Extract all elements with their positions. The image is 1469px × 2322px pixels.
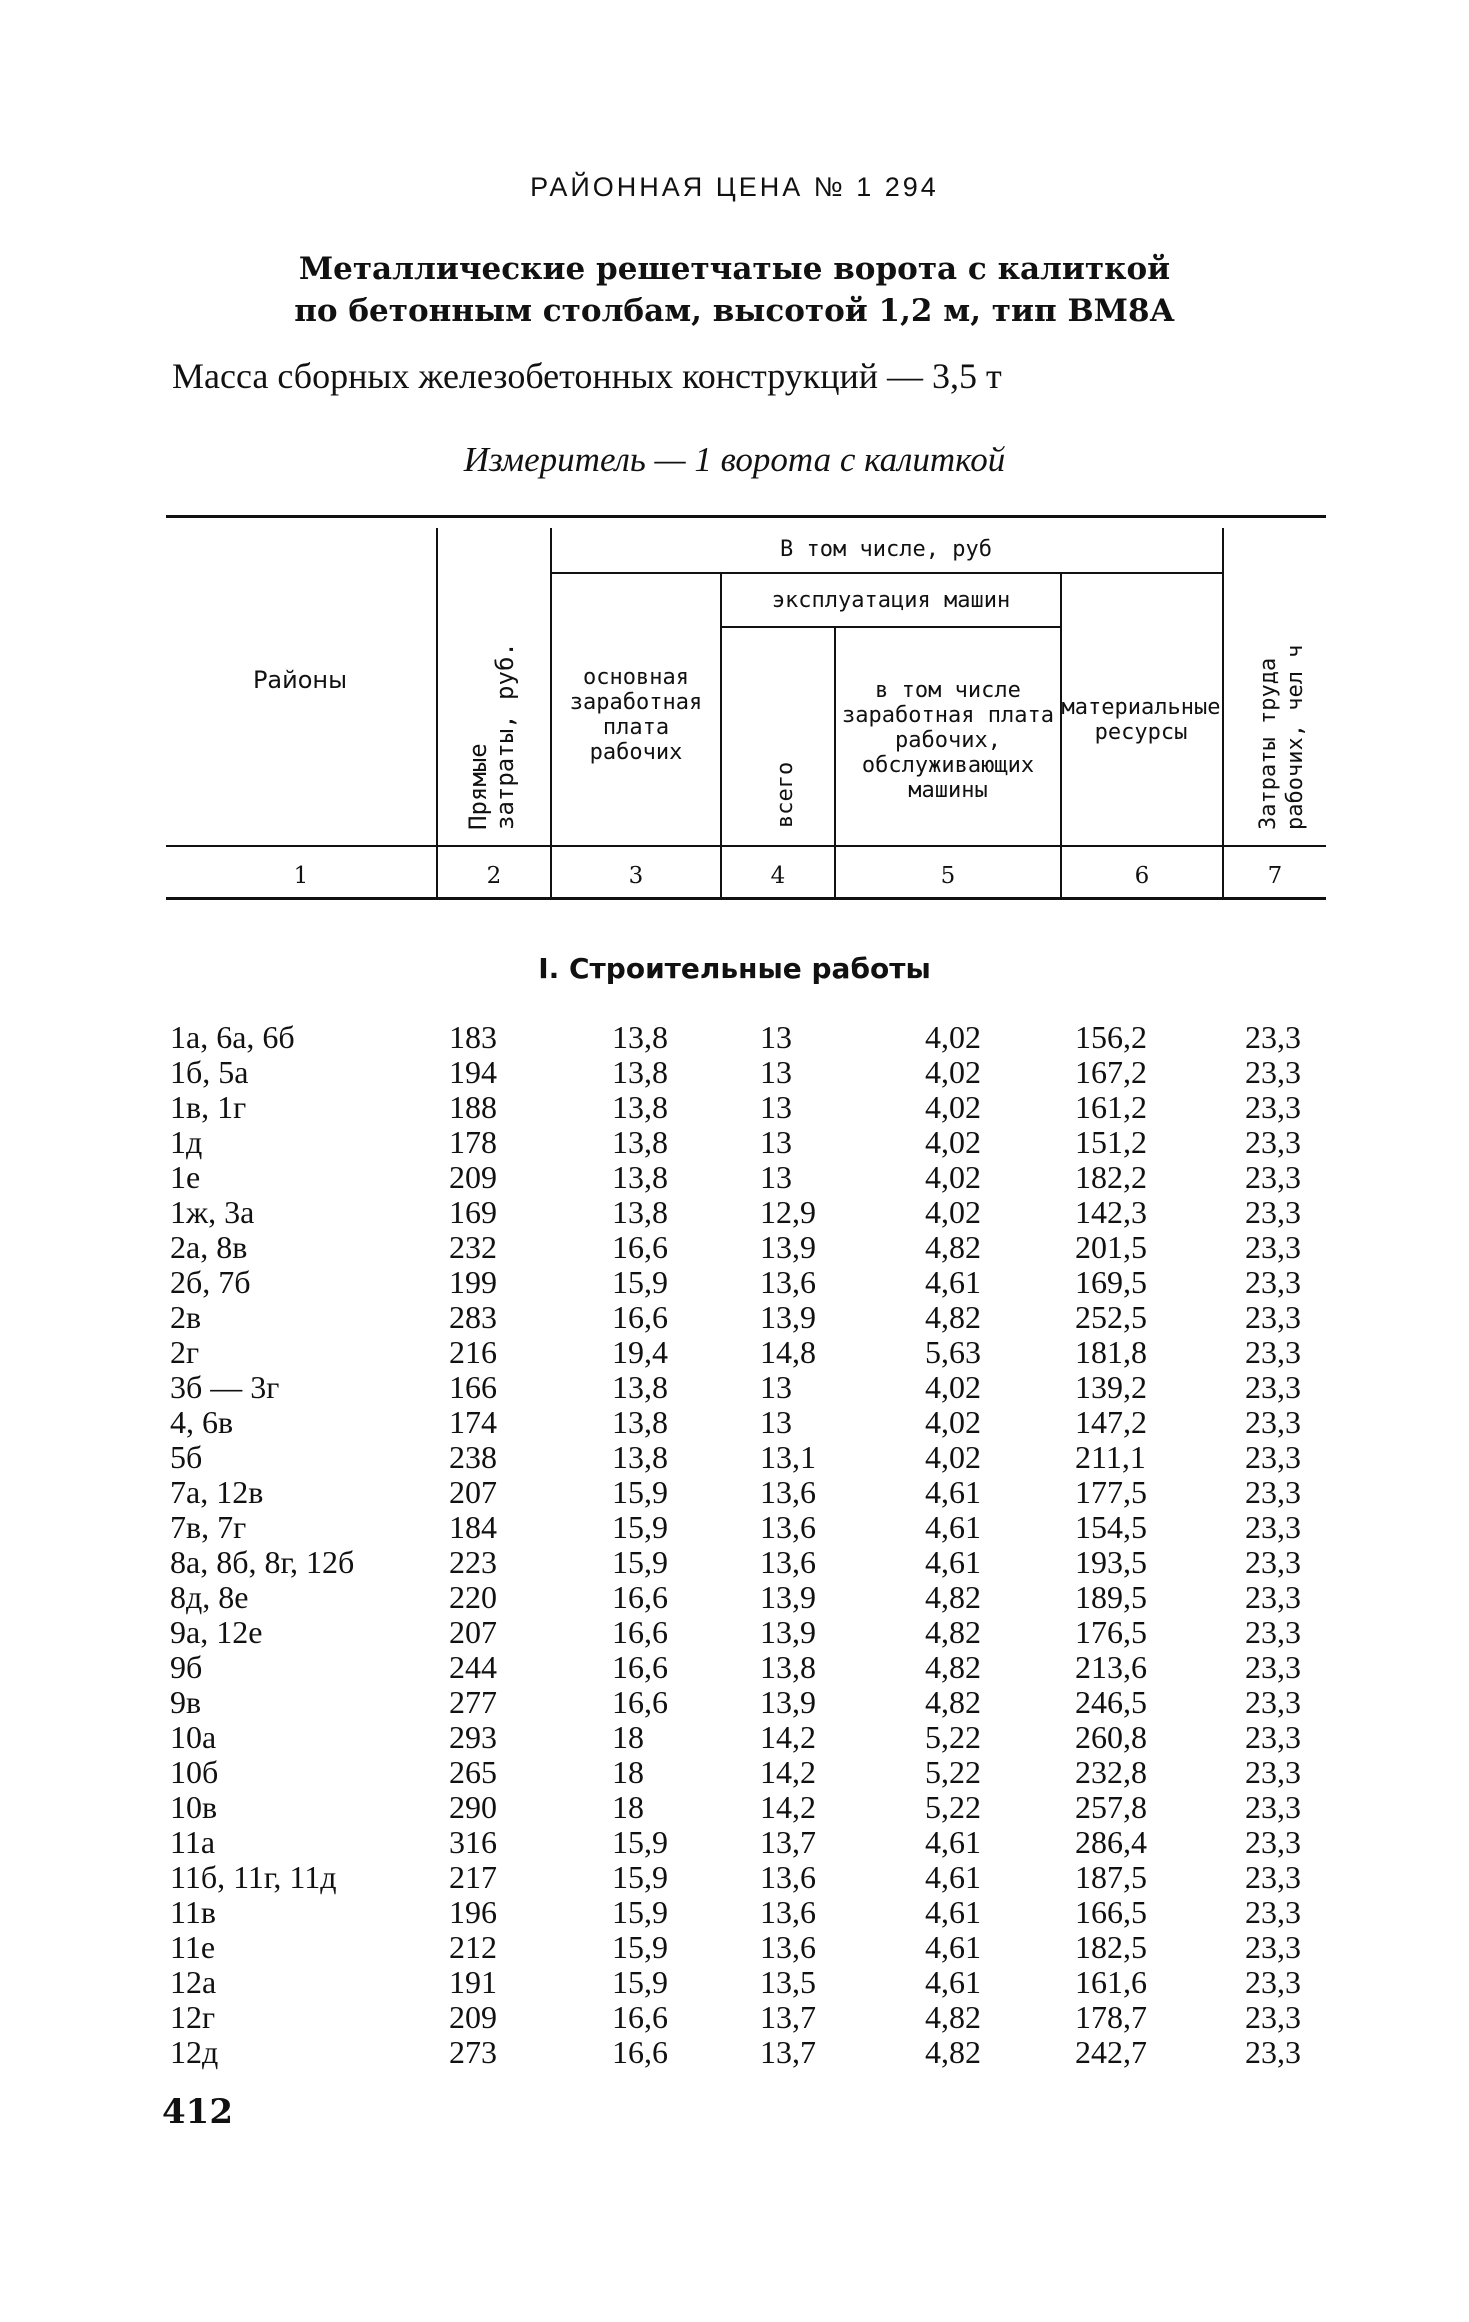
machine-wage-cell: 4,61 xyxy=(925,1824,981,1860)
region-cell: 5б xyxy=(170,1439,203,1475)
col-number-6: 6 xyxy=(1134,863,1150,889)
region-cell: 2б, 7б xyxy=(170,1264,251,1300)
materials-cell: 161,6 xyxy=(1075,1964,1147,2000)
labor-cell: 23,3 xyxy=(1245,1474,1301,1510)
machine-wage-cell: 4,02 xyxy=(925,1369,981,1405)
labor-cell: 23,3 xyxy=(1245,1264,1301,1300)
region-cell: 1д xyxy=(170,1124,203,1160)
vline-6 xyxy=(1222,528,1224,900)
machine-wage-cell: 4,61 xyxy=(925,1264,981,1300)
direct-costs-cell: 166 xyxy=(449,1369,497,1405)
direct-costs-cell: 232 xyxy=(449,1229,497,1265)
region-cell: 2а, 8в xyxy=(170,1229,248,1265)
region-cell: 12д xyxy=(170,2034,219,2070)
table-row xyxy=(0,1895,1469,1930)
machine-wage-cell: 5,22 xyxy=(925,1789,981,1825)
table-row xyxy=(0,1580,1469,1615)
wage-cell: 19,4 xyxy=(612,1334,668,1370)
table-row xyxy=(0,1020,1469,1055)
direct-costs-cell: 207 xyxy=(449,1614,497,1650)
region-cell: 8д, 8е xyxy=(170,1579,249,1615)
materials-cell: 201,5 xyxy=(1075,1229,1147,1265)
direct-costs-cell: 283 xyxy=(449,1299,497,1335)
header-machines-total: всего xyxy=(773,761,798,828)
region-cell: 2г xyxy=(170,1334,200,1370)
direct-costs-cell: 244 xyxy=(449,1649,497,1685)
direct-costs-cell: 199 xyxy=(449,1264,497,1300)
table-row xyxy=(0,1510,1469,1545)
labor-cell: 23,3 xyxy=(1245,1719,1301,1755)
wage-cell: 18 xyxy=(612,1719,644,1755)
table-row xyxy=(0,1755,1469,1790)
labor-cell: 23,3 xyxy=(1245,1054,1301,1090)
wage-cell: 13,8 xyxy=(612,1089,668,1125)
col-number-4: 4 xyxy=(770,863,786,889)
wage-cell: 13,8 xyxy=(612,1159,668,1195)
table-row xyxy=(0,1930,1469,1965)
machine-wage-cell: 4,82 xyxy=(925,1299,981,1335)
header-machine-wage: в том числе заработная плата рабочих, обслуживающих машины xyxy=(842,677,1054,803)
labor-cell: 23,3 xyxy=(1245,1824,1301,1860)
wage-cell: 15,9 xyxy=(612,1474,668,1510)
machine-wage-cell: 4,61 xyxy=(925,1929,981,1965)
machines-total-cell: 13,8 xyxy=(760,1649,816,1685)
machine-wage-cell: 5,22 xyxy=(925,1719,981,1755)
machines-total-cell: 13,6 xyxy=(760,1264,816,1300)
section-title: I. Строительные работы xyxy=(538,952,931,985)
table-row xyxy=(0,1055,1469,1090)
table-row xyxy=(0,1300,1469,1335)
machines-total-cell: 13 xyxy=(760,1054,792,1090)
region-cell: 12г xyxy=(170,1999,216,2035)
region-cell: 3б — 3г xyxy=(170,1369,280,1405)
materials-cell: 169,5 xyxy=(1075,1264,1147,1300)
machines-total-cell: 13,6 xyxy=(760,1544,816,1580)
machines-total-cell: 13,5 xyxy=(760,1964,816,2000)
machine-wage-cell: 4,02 xyxy=(925,1159,981,1195)
labor-cell: 23,3 xyxy=(1245,1194,1301,1230)
region-cell: 9б xyxy=(170,1649,203,1685)
direct-costs-cell: 293 xyxy=(449,1719,497,1755)
table-row xyxy=(0,1545,1469,1580)
labor-cell: 23,3 xyxy=(1245,1089,1301,1125)
labor-cell: 23,3 xyxy=(1245,1229,1301,1265)
materials-cell: 161,2 xyxy=(1075,1089,1147,1125)
machines-total-cell: 13,6 xyxy=(760,1509,816,1545)
materials-cell: 257,8 xyxy=(1075,1789,1147,1825)
table-row xyxy=(0,1160,1469,1195)
wage-cell: 13,8 xyxy=(612,1439,668,1475)
materials-cell: 246,5 xyxy=(1075,1684,1147,1720)
materials-cell: 176,5 xyxy=(1075,1614,1147,1650)
table-row xyxy=(0,1090,1469,1125)
wage-cell: 13,8 xyxy=(612,1404,668,1440)
direct-costs-cell: 188 xyxy=(449,1089,497,1125)
machines-total-cell: 13,9 xyxy=(760,1229,816,1265)
region-cell: 12а xyxy=(170,1964,217,2000)
machines-total-cell: 14,8 xyxy=(760,1334,816,1370)
direct-costs-cell: 290 xyxy=(449,1789,497,1825)
materials-cell: 167,2 xyxy=(1075,1054,1147,1090)
direct-costs-cell: 209 xyxy=(449,1159,497,1195)
table-row xyxy=(0,1965,1469,2000)
machines-total-cell: 13,7 xyxy=(760,1999,816,2035)
region-cell: 10в xyxy=(170,1789,218,1825)
wage-cell: 13,8 xyxy=(612,1054,668,1090)
col-number-1: 1 xyxy=(293,863,309,889)
table-row xyxy=(0,1440,1469,1475)
direct-costs-cell: 316 xyxy=(449,1824,497,1860)
wage-cell: 15,9 xyxy=(612,1859,668,1895)
machine-wage-cell: 4,02 xyxy=(925,1194,981,1230)
materials-cell: 154,5 xyxy=(1075,1509,1147,1545)
table-row xyxy=(0,1195,1469,1230)
region-cell: 11б, 11г, 11д xyxy=(170,1859,337,1895)
mass-note: Масса сборных железобетонных конструкций — 3,5 т xyxy=(172,356,1002,396)
labor-cell: 23,3 xyxy=(1245,1754,1301,1790)
labor-cell: 23,3 xyxy=(1245,1159,1301,1195)
direct-costs-cell: 220 xyxy=(449,1579,497,1615)
wage-cell: 16,6 xyxy=(612,1649,668,1685)
labor-cell: 23,3 xyxy=(1245,1124,1301,1160)
table-row xyxy=(0,1475,1469,1510)
header-machines: эксплуатация машин xyxy=(771,587,1011,613)
region-cell: 11е xyxy=(170,1929,216,1965)
materials-cell: 147,2 xyxy=(1075,1404,1147,1440)
direct-costs-cell: 194 xyxy=(449,1054,497,1090)
materials-cell: 156,2 xyxy=(1075,1019,1147,1055)
labor-cell: 23,3 xyxy=(1245,1439,1301,1475)
header-under-machines-rule xyxy=(722,626,1060,628)
table-row xyxy=(0,1825,1469,1860)
header-under-including-rule xyxy=(550,572,1222,574)
direct-costs-cell: 273 xyxy=(449,2034,497,2070)
materials-cell: 232,8 xyxy=(1075,1754,1147,1790)
direct-costs-cell: 277 xyxy=(449,1684,497,1720)
document-subtitle xyxy=(0,248,1469,332)
header-including: В том числе, руб xyxy=(780,536,992,562)
materials-cell: 142,3 xyxy=(1075,1194,1147,1230)
labor-cell: 23,3 xyxy=(1245,2034,1301,2070)
direct-costs-cell: 223 xyxy=(449,1544,497,1580)
direct-costs-cell: 196 xyxy=(449,1894,497,1930)
materials-cell: 182,5 xyxy=(1075,1929,1147,1965)
machine-wage-cell: 4,82 xyxy=(925,1229,981,1265)
machine-wage-cell: 4,02 xyxy=(925,1054,981,1090)
table-row xyxy=(0,1230,1469,1265)
region-cell: 4, 6в xyxy=(170,1404,234,1440)
wage-cell: 15,9 xyxy=(612,1929,668,1965)
direct-costs-cell: 169 xyxy=(449,1194,497,1230)
wage-cell: 15,9 xyxy=(612,1264,668,1300)
machines-total-cell: 13,6 xyxy=(760,1929,816,1965)
wage-cell: 13,8 xyxy=(612,1019,668,1055)
materials-cell: 181,8 xyxy=(1075,1334,1147,1370)
direct-costs-cell: 191 xyxy=(449,1964,497,2000)
labor-cell: 23,3 xyxy=(1245,1964,1301,2000)
direct-costs-cell: 238 xyxy=(449,1439,497,1475)
machines-total-cell: 14,2 xyxy=(760,1719,816,1755)
table-body xyxy=(0,1020,1469,2070)
materials-cell: 166,5 xyxy=(1075,1894,1147,1930)
machines-total-cell: 13 xyxy=(760,1124,792,1160)
region-cell: 7в, 7г xyxy=(170,1509,247,1545)
wage-cell: 16,6 xyxy=(612,2034,668,2070)
labor-cell: 23,3 xyxy=(1245,1369,1301,1405)
machines-total-cell: 13 xyxy=(760,1019,792,1055)
machines-total-cell: 13,1 xyxy=(760,1439,816,1475)
page-header-title: РАЙОННАЯ ЦЕНА № 1 294 xyxy=(530,172,939,202)
labor-cell: 23,3 xyxy=(1245,1299,1301,1335)
materials-cell: 178,7 xyxy=(1075,1999,1147,2035)
machines-total-cell: 13,6 xyxy=(760,1859,816,1895)
labor-cell: 23,3 xyxy=(1245,1859,1301,1895)
machine-wage-cell: 4,82 xyxy=(925,2034,981,2070)
machines-total-cell: 13,9 xyxy=(760,1614,816,1650)
materials-cell: 177,5 xyxy=(1075,1474,1147,1510)
labor-cell: 23,3 xyxy=(1245,1684,1301,1720)
labor-cell: 23,3 xyxy=(1245,1019,1301,1055)
machine-wage-cell: 4,61 xyxy=(925,1859,981,1895)
col-number-3: 3 xyxy=(628,863,644,889)
wage-cell: 13,8 xyxy=(612,1124,668,1160)
machines-total-cell: 13,9 xyxy=(760,1579,816,1615)
machine-wage-cell: 4,61 xyxy=(925,1964,981,2000)
page-number: 412 xyxy=(162,2092,233,2132)
materials-cell: 139,2 xyxy=(1075,1369,1147,1405)
machines-total-cell: 13,6 xyxy=(760,1894,816,1930)
machines-total-cell: 12,9 xyxy=(760,1194,816,1230)
wage-cell: 15,9 xyxy=(612,1544,668,1580)
direct-costs-cell: 265 xyxy=(449,1754,497,1790)
materials-cell: 187,5 xyxy=(1075,1859,1147,1895)
machine-wage-cell: 4,61 xyxy=(925,1544,981,1580)
vline-2 xyxy=(550,528,552,900)
table-row xyxy=(0,1335,1469,1370)
machine-wage-cell: 4,61 xyxy=(925,1474,981,1510)
materials-cell: 260,8 xyxy=(1075,1719,1147,1755)
labor-cell: 23,3 xyxy=(1245,1789,1301,1825)
wage-cell: 16,6 xyxy=(612,1684,668,1720)
materials-cell: 193,5 xyxy=(1075,1544,1147,1580)
machine-wage-cell: 4,82 xyxy=(925,1579,981,1615)
machine-wage-cell: 4,61 xyxy=(925,1509,981,1545)
machines-total-cell: 14,2 xyxy=(760,1789,816,1825)
labor-cell: 23,3 xyxy=(1245,1334,1301,1370)
direct-costs-cell: 184 xyxy=(449,1509,497,1545)
machine-wage-cell: 5,63 xyxy=(925,1334,981,1370)
region-cell: 8а, 8б, 8г, 12б xyxy=(170,1544,355,1580)
header-regions: Районы xyxy=(252,665,348,694)
direct-costs-cell: 212 xyxy=(449,1929,497,1965)
region-cell: 2в xyxy=(170,1299,202,1335)
direct-costs-cell: 207 xyxy=(449,1474,497,1510)
materials-cell: 189,5 xyxy=(1075,1579,1147,1615)
machines-total-cell: 13 xyxy=(760,1089,792,1125)
labor-cell: 23,3 xyxy=(1245,1894,1301,1930)
table-row xyxy=(0,1405,1469,1440)
machines-total-cell: 13,7 xyxy=(760,2034,816,2070)
table-row xyxy=(0,1720,1469,1755)
table-row xyxy=(0,1860,1469,1895)
wage-cell: 18 xyxy=(612,1754,644,1790)
table-row xyxy=(0,1265,1469,1300)
wage-cell: 16,6 xyxy=(612,1229,668,1265)
labor-cell: 23,3 xyxy=(1245,1999,1301,2035)
direct-costs-cell: 178 xyxy=(449,1124,497,1160)
header-top-rule xyxy=(166,515,1326,518)
region-cell: 9в xyxy=(170,1684,202,1720)
machine-wage-cell: 4,82 xyxy=(925,1649,981,1685)
vline-1 xyxy=(436,528,438,900)
machines-total-cell: 13,6 xyxy=(760,1474,816,1510)
region-cell: 7а, 12в xyxy=(170,1474,264,1510)
materials-cell: 286,4 xyxy=(1075,1824,1147,1860)
wage-cell: 15,9 xyxy=(612,1894,668,1930)
region-cell: 1в, 1г xyxy=(170,1089,247,1125)
table-row xyxy=(0,1790,1469,1825)
machine-wage-cell: 4,02 xyxy=(925,1089,981,1125)
wage-cell: 16,6 xyxy=(612,1579,668,1615)
wage-cell: 16,6 xyxy=(612,1299,668,1335)
machines-total-cell: 13 xyxy=(760,1404,792,1440)
machine-wage-cell: 4,02 xyxy=(925,1019,981,1055)
materials-cell: 151,2 xyxy=(1075,1124,1147,1160)
labor-cell: 23,3 xyxy=(1245,1544,1301,1580)
materials-cell: 242,7 xyxy=(1075,2034,1147,2070)
labor-cell: 23,3 xyxy=(1245,1649,1301,1685)
header-labor: Затраты труда рабочих, чел ч xyxy=(1256,644,1308,830)
col-number-2: 2 xyxy=(486,863,502,889)
region-cell: 1а, 6а, 6б xyxy=(170,1019,295,1055)
machines-total-cell: 13,9 xyxy=(760,1684,816,1720)
table-row xyxy=(0,1125,1469,1160)
region-cell: 9а, 12е xyxy=(170,1614,263,1650)
wage-cell: 15,9 xyxy=(612,1964,668,2000)
machine-wage-cell: 4,82 xyxy=(925,1614,981,1650)
wage-cell: 15,9 xyxy=(612,1824,668,1860)
measure-note: Измеритель — 1 ворота с калиткой xyxy=(463,440,1006,479)
region-cell: 11а xyxy=(170,1824,216,1860)
machines-total-cell: 13 xyxy=(760,1369,792,1405)
wage-cell: 18 xyxy=(612,1789,644,1825)
labor-cell: 23,3 xyxy=(1245,1929,1301,1965)
machine-wage-cell: 4,02 xyxy=(925,1404,981,1440)
table-row xyxy=(0,2035,1469,2070)
wage-cell: 16,6 xyxy=(612,1999,668,2035)
region-cell: 1е xyxy=(170,1159,201,1195)
wage-cell: 13,8 xyxy=(612,1194,668,1230)
table-row xyxy=(0,1685,1469,1720)
subtitle-line-1: Металлические решетчатые ворота с калиткой xyxy=(298,251,1171,287)
machine-wage-cell: 4,02 xyxy=(925,1439,981,1475)
region-cell: 10б xyxy=(170,1754,219,1790)
header-bottom-rule xyxy=(166,845,1326,847)
table-row xyxy=(0,1370,1469,1405)
machine-wage-cell: 4,82 xyxy=(925,1684,981,1720)
machine-wage-cell: 4,82 xyxy=(925,1999,981,2035)
machines-total-cell: 13 xyxy=(760,1159,792,1195)
header-direct-costs: Прямые затраты, руб. xyxy=(464,642,519,830)
machines-total-cell: 13,7 xyxy=(760,1824,816,1860)
vline-3 xyxy=(720,574,722,900)
region-cell: 10а xyxy=(170,1719,217,1755)
direct-costs-cell: 209 xyxy=(449,1999,497,2035)
subtitle-line-2: по бетонным столбам, высотой 1,2 м, тип ВМ8А xyxy=(294,293,1175,329)
direct-costs-cell: 217 xyxy=(449,1859,497,1895)
labor-cell: 23,3 xyxy=(1245,1614,1301,1650)
materials-cell: 182,2 xyxy=(1075,1159,1147,1195)
wage-cell: 16,6 xyxy=(612,1614,668,1650)
direct-costs-cell: 174 xyxy=(449,1404,497,1440)
region-cell: 11в xyxy=(170,1894,216,1930)
materials-cell: 252,5 xyxy=(1075,1299,1147,1335)
header-materials: материальные ресурсы xyxy=(1061,695,1221,745)
materials-cell: 213,6 xyxy=(1075,1649,1147,1685)
header-wage: основная заработная плата рабочих xyxy=(569,665,703,765)
direct-costs-cell: 216 xyxy=(449,1334,497,1370)
machines-total-cell: 14,2 xyxy=(760,1754,816,1790)
materials-cell: 211,1 xyxy=(1075,1439,1146,1475)
machines-total-cell: 13,9 xyxy=(760,1299,816,1335)
wage-cell: 15,9 xyxy=(612,1509,668,1545)
wage-cell: 13,8 xyxy=(612,1369,668,1405)
machine-wage-cell: 4,61 xyxy=(925,1894,981,1930)
col-number-7: 7 xyxy=(1267,863,1283,889)
region-cell: 1б, 5а xyxy=(170,1054,249,1090)
table-row xyxy=(0,2000,1469,2035)
machine-wage-cell: 4,02 xyxy=(925,1124,981,1160)
col-number-5: 5 xyxy=(940,863,956,889)
labor-cell: 23,3 xyxy=(1245,1579,1301,1615)
labor-cell: 23,3 xyxy=(1245,1509,1301,1545)
col-numbers-bottom-rule xyxy=(166,897,1326,900)
table-row xyxy=(0,1615,1469,1650)
region-cell: 1ж, 3а xyxy=(170,1194,255,1230)
table-row xyxy=(0,1650,1469,1685)
labor-cell: 23,3 xyxy=(1245,1404,1301,1440)
direct-costs-cell: 183 xyxy=(449,1019,497,1055)
machine-wage-cell: 5,22 xyxy=(925,1754,981,1790)
